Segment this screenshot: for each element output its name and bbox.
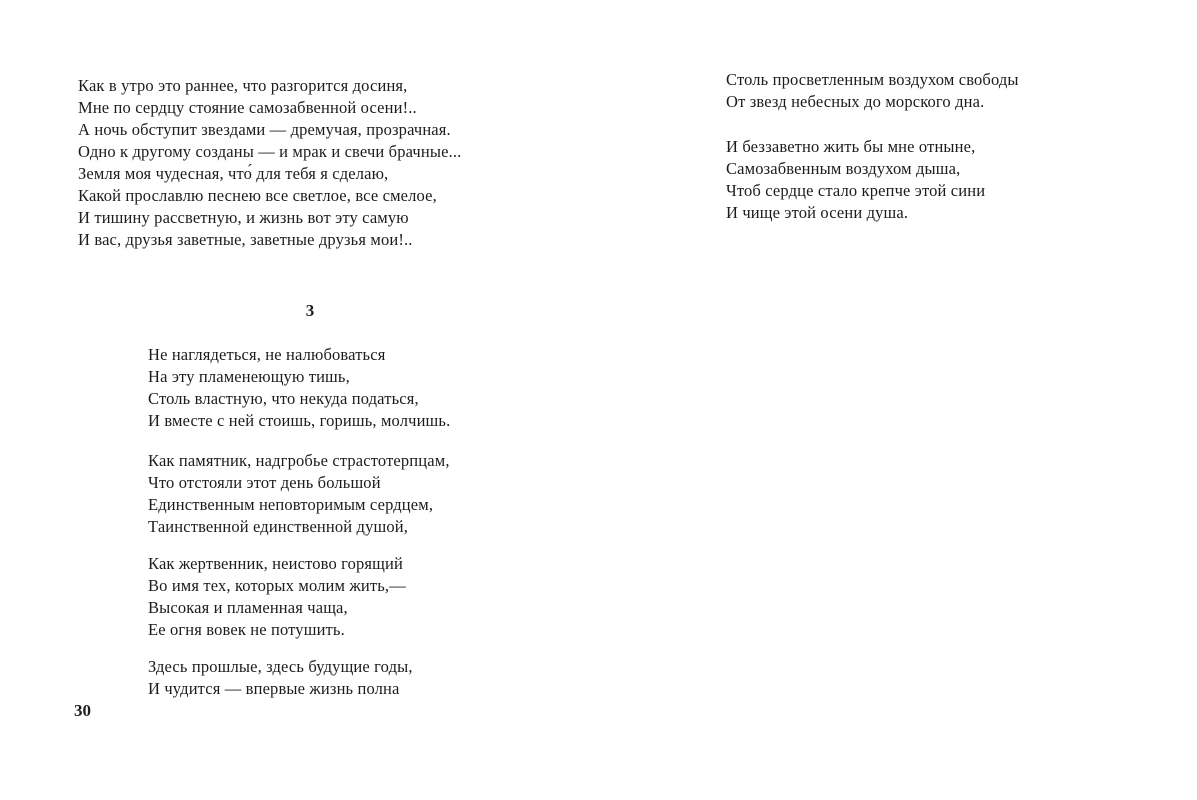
poem-stanza-2 (148, 450, 450, 538)
verse-line: Земля моя чудесная, что́ для тебя я сделаю, (78, 164, 389, 183)
verse-line: Мне по сердцу стояние самозабвенной осени!.. (78, 98, 417, 117)
right-page (600, 0, 1197, 800)
verse-line: Таинственной единственной душой, (148, 517, 409, 536)
verse-line: Столь просветленным воздухом свободы (726, 70, 1019, 89)
poem-stanza-4 (148, 656, 413, 700)
verse-line: А ночь обступит звездами — дремучая, прозрачная. (78, 120, 451, 139)
verse-line: Единственным неповторимым сердцем, (148, 495, 434, 514)
verse-line: Не наглядеться, не налюбоваться (148, 345, 386, 364)
verse-line: И тишину рассветную, и жизнь вот эту самую (78, 208, 409, 227)
poem-stanza-3 (148, 553, 406, 641)
verse-line: И чудится — впервые жизнь полна (148, 679, 400, 698)
verse-line: Что отстояли этот день большой (148, 473, 381, 492)
verse-line: И беззаветно жить бы мне отныне, (726, 137, 976, 156)
verse-line: Как жертвенник, неистово горящий (148, 554, 403, 573)
poem-stanza-continued (726, 69, 1019, 113)
verse-line: И вместе с ней стоишь, горишь, молчишь. (148, 411, 451, 430)
intro-stanza (78, 75, 461, 251)
verse-line: Какой прославлю песнею все светлое, все смелое, (78, 186, 437, 205)
verse-line: Во имя тех, которых молим жить,— (148, 576, 406, 595)
verse-line: На эту пламенеющую тишь, (148, 367, 350, 386)
verse-line: Ее огня вовек не потушить. (148, 620, 345, 639)
verse-line: Одно к другому созданы — и мрак и свечи брачные... (78, 142, 462, 161)
verse-line: Высокая и пламенная чаща, (148, 598, 348, 617)
section-number: 3 (305, 301, 315, 320)
verse-line: И чище этой осени душа. (726, 203, 909, 222)
verse-line: Как памятник, надгробье страстотерпцам, (148, 451, 450, 470)
poem-stanza-1 (148, 344, 450, 432)
verse-line: Здесь прошлые, здесь будущие годы, (148, 657, 413, 676)
page-number: 30 (74, 701, 91, 720)
poem-stanza-final (726, 136, 985, 224)
verse-line: Столь властную, что некуда податься, (148, 389, 419, 408)
verse-line: Чтоб сердце стало крепче этой сини (726, 181, 986, 200)
verse-line: От звезд небесных до морского дна. (726, 92, 985, 111)
verse-line: И вас, друзья заветные, заветные друзья мои!.. (78, 230, 413, 249)
verse-line: Самозабвенным воздухом дыша, (726, 159, 961, 178)
verse-line: Как в утро это раннее, что разгорится досиня, (78, 76, 408, 95)
